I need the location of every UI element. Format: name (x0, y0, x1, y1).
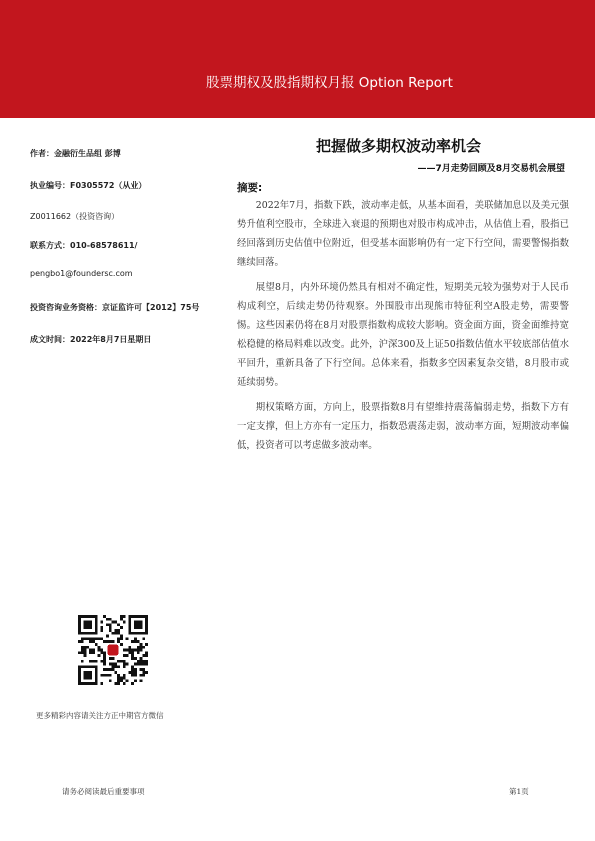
report-subtitle: ——7月走势回顾及8月交易机会展望 (417, 164, 565, 174)
page-number: 第1页 (509, 787, 529, 796)
contact-email: pengbo1@foundersc.com (30, 269, 133, 278)
qr-finder-bottom-left (78, 665, 98, 685)
report-series-title: 股票期权及股指期权月报 Option Report (206, 75, 453, 91)
certificate-number: 执业编号：F0305572（从业） (30, 181, 147, 190)
author-line: 作者：金融衍生品组 彭博 (30, 149, 121, 158)
certificate-number-2: Z0011662（投资咨询） (30, 212, 120, 221)
footer-disclaimer: 请务必阅读最后重要事项 (62, 787, 145, 796)
abstract-body (237, 196, 569, 461)
abstract-paragraph: 期权策略方面，方向上，股票指数8月有望维持震荡偏弱走势，指数下方有一定支撑，但上方亦有一定压力，指数恐震荡走弱，波动率方面，短期波动率偏低，投资者可以考虑做多波动率。 (237, 402, 569, 451)
header-banner (0, 0, 595, 118)
abstract-paragraph: 展望8月，内外环境仍然具有相对不确定性，短期美元较为强势对于人民币构成利空，后续走势仍待观察。外围股市出现熊市特征利空A股走势，需要警惕。这些因素仍将在8月对股票指数构成较大影响。资金面方面，资金面维持宽松稳健的格局料难以改变。此外，沪深300及上证50指数估值水平较底部估值水平回升，重新具备了下行空间。总体来看，指数多空因素复杂交错，8月股市或延续弱势。 (237, 282, 569, 388)
qr-caption: 更多精彩内容请关注方正中期官方微信 (36, 711, 164, 720)
wechat-qr-code (78, 615, 148, 685)
qr-finder-top-right (128, 615, 148, 635)
abstract-paragraph: 2022年7月，指数下跌，波动率走低，从基本面看，美联储加息以及美元强势升值利空股市，全球进入衰退的预期也对股市构成冲击，从估值上看，股指已经回落到历史估值中位附近，但受基本面影响仍有一定下行空间，需要警惕指数继续回落。 (237, 200, 569, 268)
qr-finder-top-left (78, 615, 98, 635)
contact-phone: 联系方式：010-68578611/ (30, 241, 138, 250)
report-title: 把握做多期权波动率机会 (316, 137, 482, 155)
abstract-heading: 摘要: (237, 182, 263, 194)
business-license: 投资咨询业务资格：京证监许可【2012】75号 (30, 303, 200, 312)
qr-center-logo (106, 643, 120, 657)
publish-date: 成文时间：2022年8月7日星期日 (30, 335, 152, 344)
